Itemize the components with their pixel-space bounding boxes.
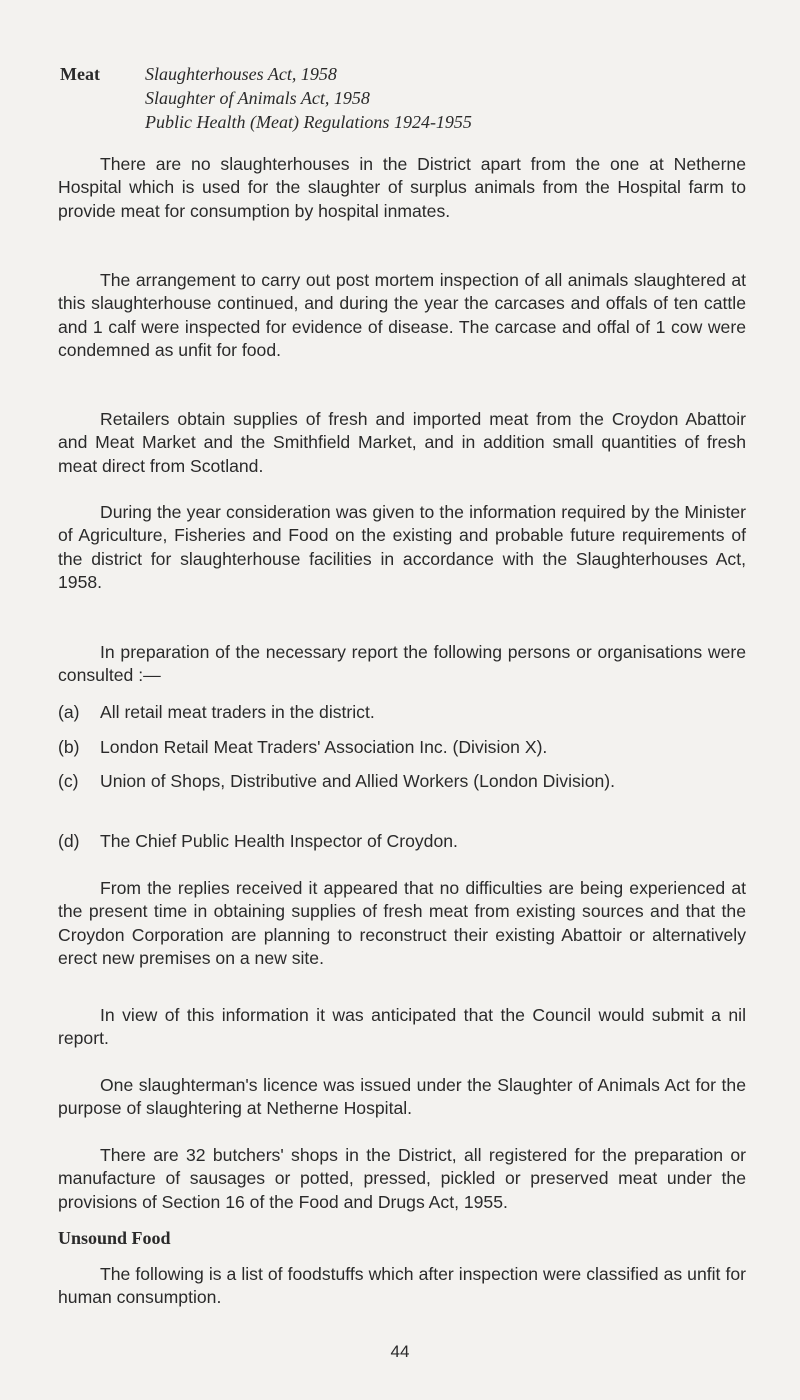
list-item-text: Union of Shops, Distributive and Allied Workers (London Division). [100, 771, 616, 791]
body-paragraph [58, 877, 746, 971]
list-item-text: The Chief Public Health Inspector of Croydon. [100, 831, 458, 851]
list-marker: (c) [58, 771, 79, 791]
act-list [145, 62, 472, 134]
consulted-list [58, 701, 746, 724]
paragraph-text: The following is a list of foodstuffs which after inspection were classified as unfit for human consumption. [58, 1264, 746, 1308]
body-paragraph [58, 501, 746, 595]
body-paragraph [58, 1263, 746, 1310]
paragraph-text: From the replies received it appeared that no difficulties are being experienced at the present time in obtaining supplies of fresh meat from existing sources and that the Croydon Corporation are planning to reconstruct their existing Abattoir or alternatively erect new premises on a new site. [58, 878, 746, 969]
list-item [58, 830, 746, 853]
list-item-text: All retail meat traders in the district. [100, 702, 375, 722]
list-marker: (d) [58, 831, 80, 851]
consulted-list [58, 736, 746, 759]
page-number: 44 [390, 1342, 410, 1361]
consulted-list [58, 770, 746, 793]
body-paragraph [58, 269, 746, 363]
act-title: Slaughter of Animals Act, 1958 [145, 88, 370, 108]
body-paragraph [58, 1144, 746, 1214]
consulted-list [58, 830, 746, 853]
paragraph-text: There are no slaughterhouses in the District apart from the one at Netherne Hospital which is used for the slaughter of surplus animals from the Hospital farm to provide meat for consumption by hospital inmates. [58, 154, 746, 221]
body-paragraph [58, 408, 746, 478]
section-label: Meat [60, 64, 100, 84]
list-item-text: London Retail Meat Traders' Association Inc. (Division X). [100, 737, 548, 757]
paragraph-text: Retailers obtain supplies of fresh and imported meat from the Croydon Abattoir and Meat Market and the Smithfield Market, and in addition small quantities of fresh meat direct from Scotland. [58, 409, 746, 476]
paragraph-text: During the year consideration was given to the information required by the Minister of Agriculture, Fisheries and Food on the existing and probable future requirements of the district for slaughterhouse facilities in accordance with the Slaughterhouses Act, 1958. [58, 502, 746, 593]
act-title: Slaughterhouses Act, 1958 [145, 64, 337, 84]
body-paragraph [58, 641, 746, 688]
paragraph-text: In preparation of the necessary report the following persons or organisations were consulted :— [58, 642, 746, 686]
body-paragraph [58, 1074, 746, 1121]
paragraph-text: There are 32 butchers' shops in the District, all registered for the preparation or manufacture of sausages or potted, pressed, pickled or preserved meat under the provisions of Section 16 of the Food and Drugs Act, 1955. [58, 1145, 746, 1212]
list-item [58, 701, 746, 724]
paragraph-text: One slaughterman's licence was issued under the Slaughter of Animals Act for the purpose of slaughtering at Netherne Hospital. [58, 1075, 746, 1119]
list-item [58, 736, 746, 759]
subheading: Unsound Food [58, 1228, 171, 1248]
body-paragraph [58, 153, 746, 223]
body-paragraph [58, 1004, 746, 1051]
list-item [58, 770, 746, 793]
act-title: Public Health (Meat) Regulations 1924-1955 [145, 112, 472, 132]
list-marker: (a) [58, 702, 80, 722]
list-marker: (b) [58, 737, 80, 757]
paragraph-text: The arrangement to carry out post mortem inspection of all animals slaughtered at this slaughterhouse continued, and during the year the carcases and offals of ten cattle and 1 calf were inspected for evidence of disease. The carcase and offal of 1 cow were condemned as unfit for food. [58, 270, 746, 361]
paragraph-text: In view of this information it was anticipated that the Council would submit a nil report. [58, 1005, 746, 1049]
